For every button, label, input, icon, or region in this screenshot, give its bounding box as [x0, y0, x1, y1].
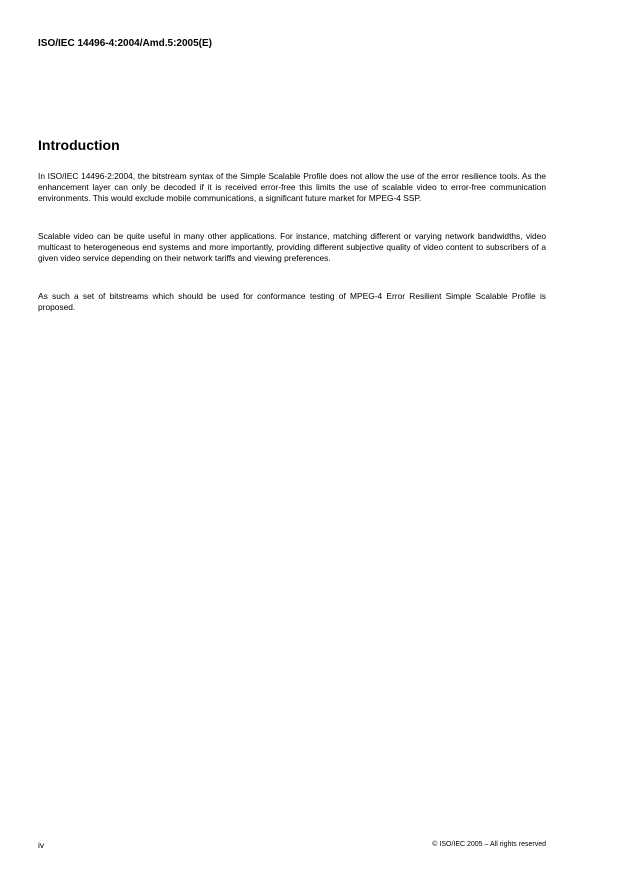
- intro-paragraph-3: As such a set of bitstreams which should be used for conformance testing of MPEG-4 Error Resilient Simple Scalable Profile is proposed.: [38, 291, 546, 312]
- intro-paragraph-1: In ISO/IEC 14496-2:2004, the bitstream syntax of the Simple Scalable Profile does not allow the use of the error resilience tools. As the enhancement layer can only be decoded if it is received error-free this limits the use of scalable video to error-free communication environments. This would exclude mobile communications, a significant future market for MPEG-4 SSP.: [38, 171, 546, 203]
- document-header-id: ISO/IEC 14496-4:2004/Amd.5:2005(E): [38, 38, 212, 49]
- section-title: Introduction: [38, 137, 120, 153]
- footer-page-number: iv: [38, 840, 45, 850]
- intro-paragraph-2: Scalable video can be quite useful in many other applications. For instance, matching different or varying network bandwidths, video multicast to heterogeneous end systems and more importantly, providing different subjective quality of video content to subscribers of a given video service depending on their network tariffs and viewing preferences.: [38, 231, 546, 263]
- footer-copyright: © ISO/IEC 2005 – All rights reserved: [432, 841, 546, 848]
